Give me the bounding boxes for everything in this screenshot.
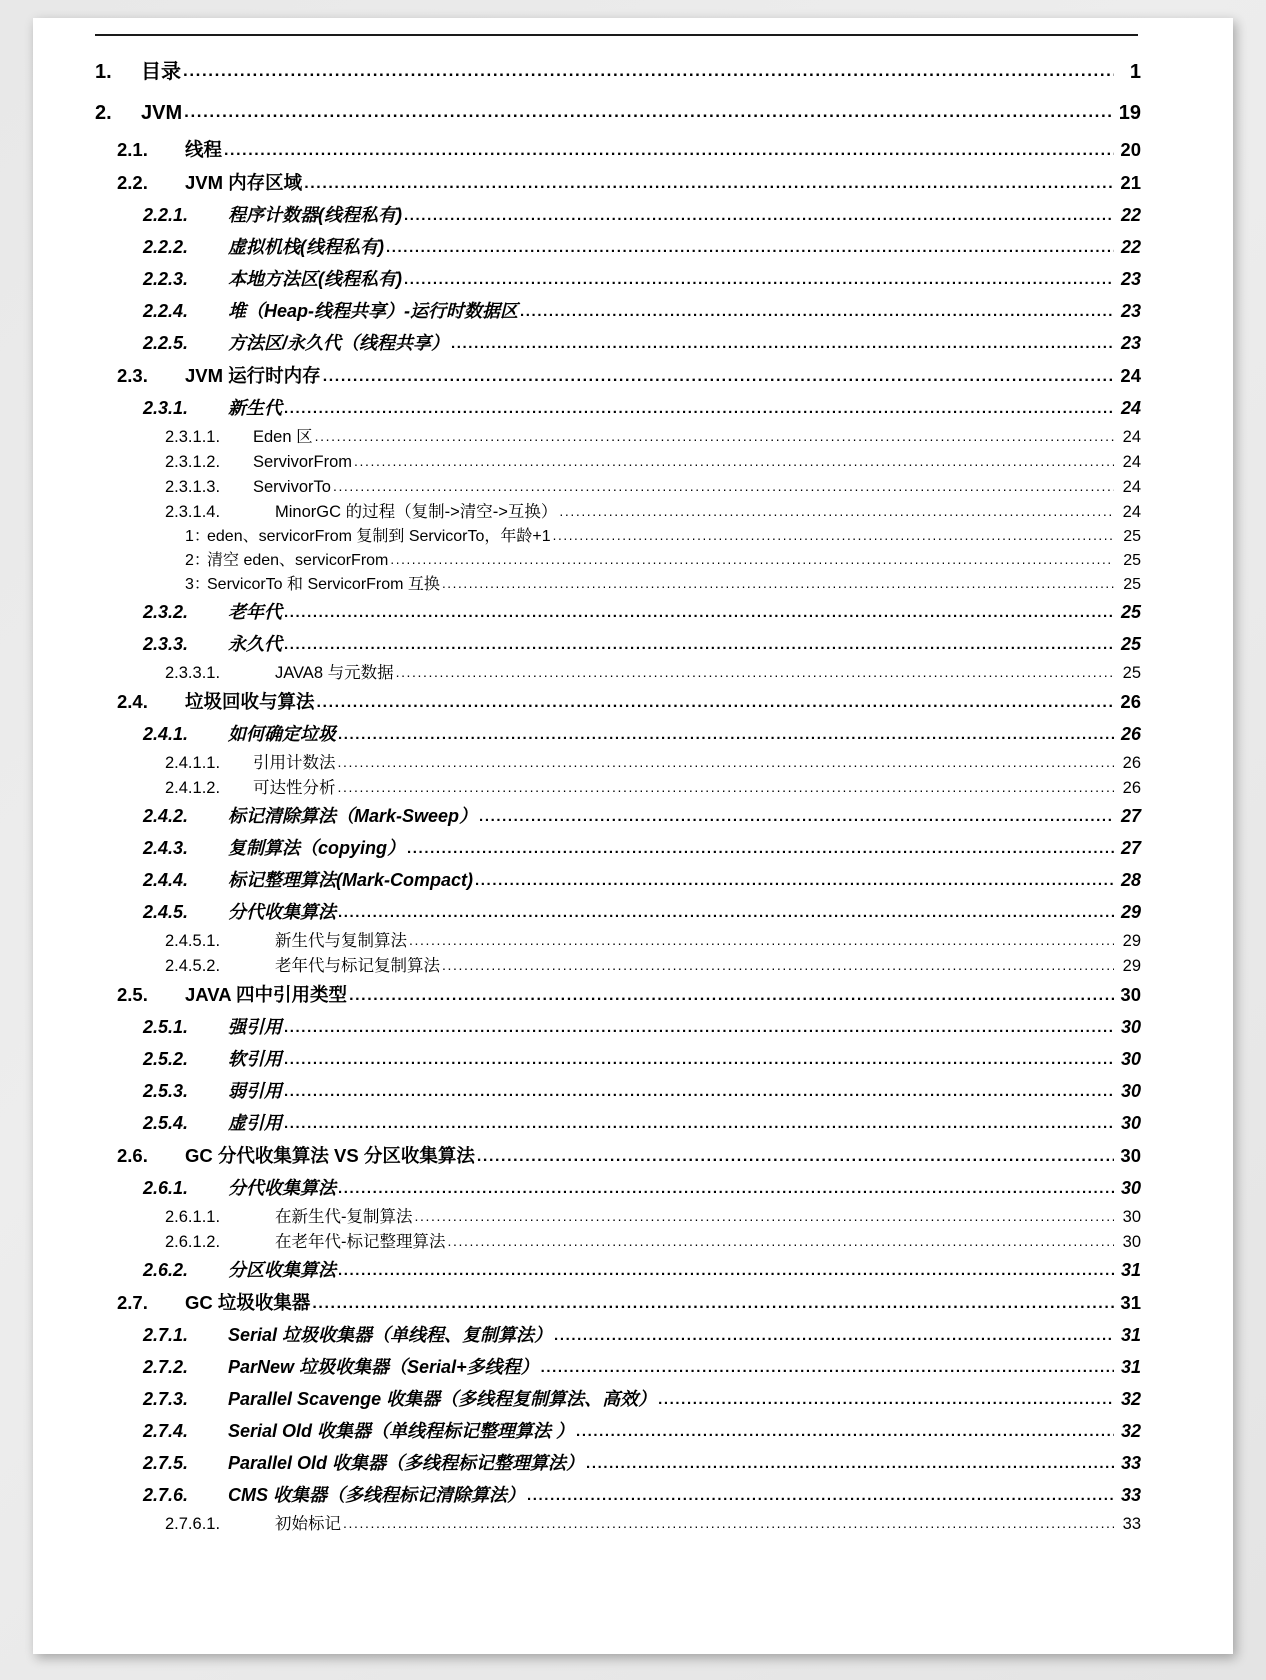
toc-entry[interactable]	[95, 629, 1141, 661]
toc-entry-number: 2.6.	[117, 1145, 148, 1166]
toc-entry-number: 2.4.4.	[143, 870, 189, 890]
toc-entry-number: 3：	[185, 576, 210, 593]
toc-entry-title: 分区收集算法	[228, 1260, 336, 1280]
toc-dot-leader	[284, 1077, 1114, 1107]
toc-entry-title: JVM 运行时内存	[185, 365, 321, 386]
toc-entry[interactable]	[95, 1480, 1141, 1512]
toc-entry-number: 2.2.4.	[143, 301, 189, 321]
toc-entry-number: 2.1.	[117, 139, 148, 160]
toc-entry-title: 标记整理算法(Mark-Compact)	[228, 870, 474, 890]
toc-entry-number: 2.6.1.	[143, 1178, 189, 1198]
toc-entry-number: 2.5.3.	[143, 1081, 189, 1101]
toc-entry-number: 2.5.2.	[143, 1049, 189, 1069]
toc-entry-page-number: 24	[1120, 365, 1141, 386]
toc-entry[interactable]	[95, 450, 1141, 475]
toc-entry-title: 弱引用	[228, 1081, 282, 1101]
toc-dot-leader	[576, 1417, 1114, 1447]
toc-entry-title: 老年代与标记复制算法	[275, 957, 440, 975]
toc-entry-page-number: 30	[1120, 984, 1141, 1005]
toc-dot-leader	[284, 1109, 1114, 1139]
toc-entry[interactable]	[95, 1287, 1141, 1320]
toc-entry[interactable]	[95, 1140, 1141, 1173]
toc-dot-leader	[479, 802, 1114, 832]
toc-entry-page-number: 31	[1120, 1325, 1141, 1345]
toc-dot-leader	[349, 980, 1114, 1011]
toc-dot-leader	[284, 394, 1114, 424]
toc-entry[interactable]	[95, 1012, 1141, 1044]
toc-dot-leader	[304, 168, 1114, 199]
toc-dot-leader	[333, 474, 1114, 499]
toc-entry[interactable]	[95, 801, 1141, 833]
toc-entry-page-number: 30	[1120, 1017, 1141, 1037]
toc-entry-page-number: 25	[1123, 576, 1141, 593]
toc-entry-page-number: 22	[1120, 237, 1141, 257]
toc-entry-number: 2.4.2.	[143, 806, 189, 826]
toc-entry-title: ServicorTo 和 ServicorFrom 互换	[207, 576, 440, 593]
toc-entry-page-number: 23	[1120, 269, 1141, 289]
toc-entry-page-number: 24	[1120, 398, 1141, 418]
toc-entry-number: 2.3.1.1.	[165, 428, 221, 446]
toc-entry-number: 2：	[185, 552, 210, 569]
toc-entry-number: 2.3.2.	[143, 602, 189, 622]
toc-entry[interactable]	[95, 1512, 1141, 1537]
toc-entry-page-number: 33	[1120, 1485, 1141, 1505]
toc-entry-title: 新生代	[228, 398, 282, 418]
toc-entry-number: 2.3.3.	[143, 634, 189, 654]
toc-dot-leader	[442, 953, 1114, 978]
toc-dot-leader	[559, 499, 1114, 524]
toc-entry[interactable]	[95, 954, 1141, 979]
toc-entry-page-number: 27	[1120, 838, 1141, 858]
toc-entry-title: 虚拟机栈(线程私有)	[228, 237, 384, 257]
toc-entry[interactable]	[95, 776, 1141, 801]
toc-entry-number: 2.3.1.3.	[165, 478, 221, 496]
toc-dot-leader	[396, 660, 1114, 685]
toc-entry-title: 方法区/永久代（线程共享）	[228, 333, 449, 353]
toc-entry-number: 2.5.1.	[143, 1017, 189, 1037]
toc-entry-page-number: 25	[1122, 664, 1141, 682]
toc-entry-number: 2.5.4.	[143, 1113, 189, 1133]
toc-entry-title: 在新生代-复制算法	[275, 1208, 413, 1226]
toc-entry-page-number: 29	[1122, 932, 1141, 950]
toc-entry[interactable]	[95, 360, 1141, 393]
toc-entry-title: JAVA8 与元数据	[275, 664, 394, 682]
toc-entry-title: GC 垃圾收集器	[185, 1292, 311, 1313]
toc-dot-leader	[284, 1013, 1114, 1043]
toc-entry-number: 2.4.1.1.	[165, 754, 221, 772]
toc-entry-page-number: 30	[1120, 1145, 1141, 1166]
toc-entry-title: 如何确定垃圾	[228, 724, 336, 744]
toc-entry-page-number: 29	[1120, 902, 1141, 922]
toc-entry[interactable]	[95, 134, 1141, 167]
toc-entry-title: 线程	[185, 139, 223, 160]
toc-entry-number: 2.3.1.2.	[165, 453, 221, 471]
toc-entry-page-number: 21	[1120, 172, 1141, 193]
toc-entry-title: 垃圾回收与算法	[185, 691, 315, 712]
toc-entry-title: 强引用	[228, 1017, 282, 1037]
toc-entry-title: ServivorTo	[253, 478, 331, 496]
toc-entry[interactable]	[95, 1416, 1141, 1448]
toc-entry-number: 2.3.1.	[143, 398, 189, 418]
toc-entry-number: 2.7.4.	[143, 1421, 189, 1441]
toc-dot-leader	[541, 1353, 1114, 1383]
toc-dot-leader	[527, 1481, 1114, 1511]
toc-entry-page-number: 31	[1120, 1260, 1141, 1280]
toc-entry-page-number: 29	[1122, 957, 1141, 975]
toc-dot-leader	[184, 91, 1114, 132]
toc-entry[interactable]	[95, 719, 1141, 751]
toc-entry-number: 2.5.	[117, 984, 148, 1005]
toc-entry-title: Parallel Scavenge 收集器（多线程复制算法、高效）	[228, 1389, 657, 1409]
toc-entry-page-number: 24	[1122, 428, 1141, 446]
toc-dot-leader	[553, 524, 1114, 548]
toc-entry[interactable]	[95, 52, 1141, 93]
toc-entry-number: 2.3.1.4.	[165, 503, 221, 521]
toc-entry[interactable]	[95, 1255, 1141, 1287]
toc-entry[interactable]	[95, 1352, 1141, 1384]
toc-dot-leader	[386, 233, 1114, 263]
toc-entry[interactable]	[95, 232, 1141, 264]
toc-entry[interactable]	[95, 897, 1141, 929]
toc-entry-title: GC 分代收集算法 VS 分区收集算法	[185, 1145, 475, 1166]
toc-entry-page-number: 30	[1120, 1178, 1141, 1198]
toc-entry-number: 2.3.3.1.	[165, 664, 221, 682]
toc-entry-page-number: 25	[1123, 528, 1141, 545]
toc-entry[interactable]	[95, 1076, 1141, 1108]
toc-dot-leader	[338, 750, 1115, 775]
toc-dot-leader	[442, 572, 1114, 596]
header-rule	[95, 34, 1138, 36]
toc-entry-title: 引用计数法	[253, 754, 336, 772]
toc-entry-number: 2.4.3.	[143, 838, 189, 858]
toc-dot-leader	[338, 720, 1114, 750]
toc-entry[interactable]	[95, 597, 1141, 629]
toc-dot-leader	[407, 834, 1114, 864]
toc-entry-number: 2.7.1.	[143, 1325, 189, 1345]
toc-entry[interactable]	[95, 200, 1141, 232]
toc-entry-page-number: 33	[1122, 1515, 1141, 1533]
toc-entry-title: MinorGC 的过程（复制->清空->互换）	[275, 503, 558, 521]
toc-entry[interactable]	[95, 167, 1141, 200]
toc-entry-title: 软引用	[228, 1049, 282, 1069]
toc-entry-title: 复制算法（copying）	[228, 838, 406, 858]
toc-entry-title: 在老年代-标记整理算法	[275, 1233, 446, 1251]
toc-entry[interactable]	[95, 500, 1141, 525]
toc-dot-leader	[390, 548, 1114, 572]
toc-entry[interactable]	[95, 549, 1141, 573]
toc-dot-leader	[224, 135, 1114, 166]
toc-entry-title: 目录	[141, 61, 181, 83]
toc-entry-number: 2.7.6.	[143, 1485, 189, 1505]
toc-entry-page-number: 28	[1120, 870, 1141, 890]
toc-entry-title: CMS 收集器（多线程标记清除算法）	[228, 1485, 525, 1505]
toc-entry[interactable]	[95, 296, 1141, 328]
toc-entry-number: 2.4.1.2.	[165, 779, 221, 797]
document-page	[33, 18, 1233, 1654]
toc-entry-number: 2.7.	[117, 1292, 148, 1313]
toc-entry-number: 2.2.1.	[143, 205, 189, 225]
toc-entry[interactable]	[95, 1108, 1141, 1140]
toc-entry[interactable]	[95, 1044, 1141, 1076]
toc-entry[interactable]	[95, 1173, 1141, 1205]
toc-dot-leader	[338, 898, 1114, 928]
toc-entry-page-number: 32	[1120, 1389, 1141, 1409]
toc-entry-title: 标记清除算法（Mark-Sweep）	[228, 806, 478, 826]
toc-entry-number: 2.6.1.2.	[165, 1233, 221, 1251]
toc-dot-leader	[658, 1385, 1114, 1415]
toc-entry-number: 2.7.5.	[143, 1453, 189, 1473]
toc-entry[interactable]	[95, 1205, 1141, 1230]
toc-entry-title: 虚引用	[228, 1113, 282, 1133]
toc-entry-title: 永久代	[228, 634, 282, 654]
toc-entry[interactable]	[95, 93, 1141, 134]
toc-entry-page-number: 26	[1122, 779, 1141, 797]
toc-entry-page-number: 31	[1120, 1357, 1141, 1377]
toc-entry-number: 2.6.2.	[143, 1260, 189, 1280]
toc-entry[interactable]	[95, 328, 1141, 360]
toc-dot-leader	[448, 1229, 1115, 1254]
toc-entry[interactable]	[95, 1384, 1141, 1416]
toc-entry[interactable]	[95, 751, 1141, 776]
toc-dot-leader	[354, 449, 1114, 474]
toc-entry-page-number: 25	[1123, 552, 1141, 569]
toc-entry-number: 2.4.	[117, 691, 148, 712]
toc-dot-leader	[284, 630, 1114, 660]
toc-entry-page-number: 1	[1129, 61, 1141, 83]
toc-entry-page-number: 30	[1120, 1113, 1141, 1133]
toc-entry[interactable]	[95, 1230, 1141, 1255]
toc-entry-title: 分代收集算法	[228, 902, 336, 922]
toc-entry-title: Eden 区	[253, 428, 313, 446]
toc-entry-number: 2.2.5.	[143, 333, 189, 353]
toc-entry-title: JVM	[141, 102, 183, 124]
toc-entry-number: 2.2.3.	[143, 269, 189, 289]
toc-entry-number: 2.4.1.	[143, 724, 189, 744]
toc-entry-number: 2.6.1.1.	[165, 1208, 221, 1226]
toc-entry-number: 1.	[95, 61, 112, 83]
toc-entry-page-number: 30	[1120, 1081, 1141, 1101]
toc-dot-leader	[312, 1288, 1114, 1319]
toc-entry-page-number: 19	[1118, 102, 1141, 124]
toc-entry-number: 1：	[185, 528, 210, 545]
toc-entry[interactable]	[95, 979, 1141, 1012]
toc-dot-leader	[415, 1204, 1115, 1229]
toc-dot-leader	[343, 1511, 1114, 1536]
toc-entry[interactable]	[95, 393, 1141, 425]
toc-entry-title: JAVA 四中引用类型	[185, 984, 348, 1005]
toc-entry-number: 2.7.2.	[143, 1357, 189, 1377]
toc-entry-page-number: 22	[1120, 205, 1141, 225]
toc-entry-page-number: 27	[1120, 806, 1141, 826]
toc-entry[interactable]	[95, 1320, 1141, 1352]
toc-entry-page-number: 30	[1120, 1049, 1141, 1069]
toc-entry-title: ServivorFrom	[253, 453, 353, 471]
toc-entry-title: Parallel Old 收集器（多线程标记整理算法）	[228, 1453, 585, 1473]
toc-entry-number: 2.4.5.2.	[165, 957, 221, 975]
toc-entry-number: 2.7.3.	[143, 1389, 189, 1409]
toc-entry[interactable]	[95, 264, 1141, 296]
toc-entry[interactable]	[95, 425, 1141, 450]
toc-dot-leader	[317, 687, 1114, 718]
toc-entry-page-number: 30	[1122, 1233, 1141, 1251]
toc-entry-number: 2.7.6.1.	[165, 1515, 221, 1533]
toc-entry-title: 老年代	[228, 602, 282, 622]
toc-entry-title: 可达性分析	[253, 779, 336, 797]
toc-entry-page-number: 25	[1120, 634, 1141, 654]
toc-entry-page-number: 24	[1122, 478, 1141, 496]
toc-entry-title: Serial 垃圾收集器（单线程、复制算法）	[228, 1325, 553, 1345]
toc-entry-page-number: 23	[1120, 301, 1141, 321]
toc-dot-leader	[520, 297, 1114, 327]
toc-entry-title: 分代收集算法	[228, 1178, 336, 1198]
toc-dot-leader	[338, 775, 1115, 800]
toc-entry-page-number: 25	[1120, 602, 1141, 622]
toc-entry-title: 清空 eden、servicorFrom	[207, 552, 389, 569]
toc-entry-page-number: 32	[1120, 1421, 1141, 1441]
toc-entry-page-number: 26	[1122, 754, 1141, 772]
toc-entry-number: 2.2.	[117, 172, 148, 193]
toc-entry-number: 2.4.5.	[143, 902, 189, 922]
toc-entry-title: ParNew 垃圾收集器（Serial+多线程）	[228, 1357, 539, 1377]
toc-entry[interactable]	[95, 929, 1141, 954]
toc-entry-title: 本地方法区(线程私有)	[228, 269, 402, 289]
toc-entry[interactable]	[95, 525, 1141, 549]
toc-dot-leader	[586, 1449, 1114, 1479]
toc-entry-page-number: 24	[1122, 503, 1141, 521]
toc-entry[interactable]	[95, 833, 1141, 865]
toc-dot-leader	[338, 1256, 1114, 1286]
toc-entry-page-number: 23	[1120, 333, 1141, 353]
toc-dot-leader	[284, 1045, 1114, 1075]
toc-dot-leader	[404, 265, 1114, 295]
toc-dot-leader	[183, 50, 1114, 91]
toc-entry[interactable]	[95, 865, 1141, 897]
toc-entry[interactable]	[95, 1448, 1141, 1480]
toc-dot-leader	[554, 1321, 1114, 1351]
toc-entry-page-number: 26	[1120, 691, 1141, 712]
toc-entry[interactable]	[95, 475, 1141, 500]
toc-entry-page-number: 30	[1122, 1208, 1141, 1226]
toc-entry[interactable]	[95, 573, 1141, 597]
toc-entry[interactable]	[95, 661, 1141, 686]
toc-entry-number: 2.	[95, 102, 112, 124]
toc-entry-page-number: 26	[1120, 724, 1141, 744]
toc-dot-leader	[315, 424, 1114, 449]
toc-entry-page-number: 24	[1122, 453, 1141, 471]
toc-entry-title: 堆（Heap-线程共享）-运行时数据区	[228, 301, 519, 321]
toc-entry-title: JVM 内存区域	[185, 172, 303, 193]
toc-dot-leader	[409, 928, 1114, 953]
toc-entry-title: 程序计数器(线程私有)	[228, 205, 402, 225]
toc-entry-number: 2.2.2.	[143, 237, 189, 257]
toc-dot-leader	[475, 866, 1114, 896]
toc-entry[interactable]	[95, 686, 1141, 719]
toc-dot-leader	[404, 201, 1114, 231]
toc-entry-title: eden、servicorFrom 复制到 ServicorTo，年龄+1	[207, 528, 551, 545]
toc-entry-page-number: 20	[1120, 139, 1141, 160]
toc-dot-leader	[477, 1141, 1114, 1172]
toc-dot-leader	[338, 1174, 1114, 1204]
toc-dot-leader	[451, 329, 1114, 359]
toc-entry-title: 新生代与复制算法	[275, 932, 407, 950]
toc-entry-page-number: 31	[1120, 1292, 1141, 1313]
toc-dot-leader	[284, 598, 1114, 628]
toc-entry-number: 2.4.5.1.	[165, 932, 221, 950]
toc-entry-number: 2.3.	[117, 365, 148, 386]
table-of-contents	[95, 52, 1141, 1537]
toc-entry-page-number: 33	[1120, 1453, 1141, 1473]
toc-dot-leader	[323, 361, 1114, 392]
toc-entry-title: Serial Old 收集器（单线程标记整理算法 ）	[228, 1421, 575, 1441]
toc-entry-title: 初始标记	[275, 1515, 341, 1533]
